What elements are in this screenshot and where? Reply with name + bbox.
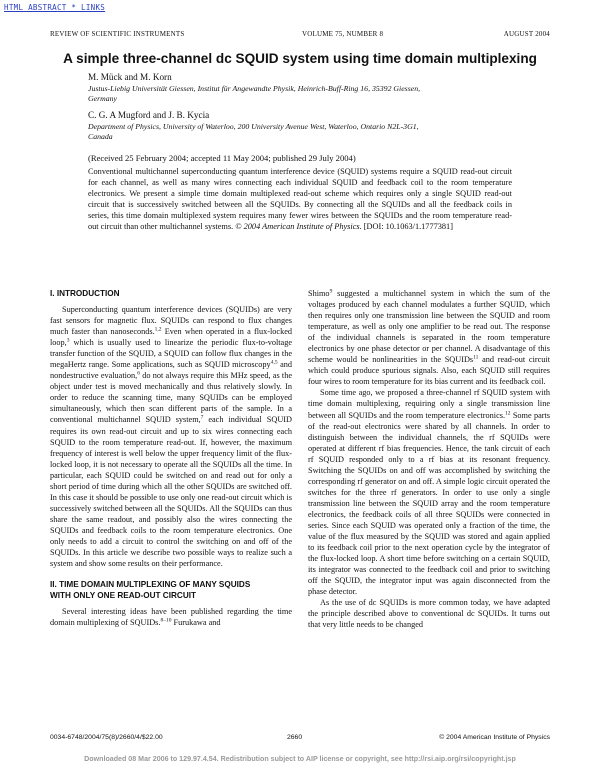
ref-8-10[interactable]: 8–10	[160, 617, 172, 624]
section-2-heading-line-1: II. TIME DOMAIN MULTIPLEXING OF MANY SQUIDS	[50, 580, 251, 590]
ref-11[interactable]: 11	[473, 354, 479, 361]
footer-copyright: © 2004 American Institute of Physics	[439, 734, 550, 741]
volume-number: VOLUME 75, NUMBER 8	[302, 30, 384, 38]
page-number: 2660	[287, 734, 303, 741]
ref-4-5[interactable]: 4,5	[270, 359, 278, 366]
paper-title: A simple three-channel dc SQUID system using time domain multiplexing	[63, 51, 537, 66]
abstract	[88, 166, 512, 233]
section-2-heading	[50, 579, 292, 601]
abstract-doi[interactable]: [DOI: 10.1063/1.1777381]	[363, 222, 453, 232]
right-paragraph-continued: Shimo$^9$ suggested a multichannel system in which the sum of the voltages produced by each channel modulates a further SQUID, which then requires only one transmission line between the SQUID and room temperature, as well as only one amplifier to be read out. The response of the individual channels is separated in the room temperature electronics by one phase detector or per channel. A disadvantage of this scheme would be nonlinearities in the SQUIDs$^{11}$ and read-out circuit which could produce spurious signals. Also, each SQUID still requires four wires to room temperature for its bias current and its feedback coil.	[308, 288, 550, 387]
affiliation-2	[88, 122, 528, 142]
affiliation-1-line-2: Germany	[88, 94, 118, 103]
ref-3[interactable]: 3	[66, 337, 70, 344]
abstract-copyright: © 2004 American Institute of Physics.	[235, 222, 362, 232]
issue-date: AUGUST 2004	[503, 30, 550, 38]
ref-7[interactable]: 7	[200, 414, 204, 421]
abstract-text: Conventional multichannel superconducting quantum interference device (SQUID) systems require a SQUID read-out circuit for each channel, as well as many wires connecting each individual SQUID and feedback coil to the room temperature electronics. We present a simple time domain multiplexed read-out scheme which requires only a single SQUID read-out circuit that is successively switched between all the SQUIDs. By connecting all the SQUIDs and all the feedback coils in series, this time domain multiplexed system requires many fewer wires between the SQUIDs and the room temperature read-out circuit than other multichannel systems.	[88, 167, 512, 232]
html-abstract-links-link[interactable]: HTML ABSTRACT * LINKS	[4, 3, 106, 12]
ref-9[interactable]: 9	[329, 288, 333, 295]
affiliation-1-line-1: Justus-Liebig Universität Giessen, Institut für Angewandte Physik, Heinrich-Buff-Ring 16, 35392 Giessen,	[88, 84, 421, 93]
left-column	[50, 288, 292, 628]
received-dates: (Received 25 February 2004; accepted 11 May 2004; published 29 July 2004)	[88, 153, 356, 163]
affiliation-1	[88, 84, 528, 104]
ref-12[interactable]: 12	[505, 409, 511, 416]
right-paragraph-dc-squid: As the use of dc SQUIDs is more common today, we have adapted the principle described above to conventional dc SQUIDs. It turns out that very little needs to be changed	[308, 598, 550, 630]
section-2-heading-line-2: WITH ONLY ONE READ-OUT CIRCUIT	[50, 591, 197, 601]
ref-1-2[interactable]: 1,2	[154, 326, 162, 333]
right-paragraph-rf-squid: Some time ago, we proposed a three-channel rf SQUID system with time domain multiplexing, requiring only a single transmission line between all SQUIDs and the room temperature electronics.$^{12}$ Some parts of the read-out electronics were shared by all channels. In order to distinguish between the individual channels, the rf SQUIDs were operated at different rf bias frequencies. Hence, the tank circuit of each rf SQUID responded only to a rf bias at its resonant frequency. Switching the SQUIDs on and off was accomplished by switching the corresponding rf generator on and off. A simple logic circuit operated the switches for the three rf generators. In order to use only a single transmission line between the SQUID array and the room temperature electronics, the feedback coils of all three SQUIDs were connected in series. Since each SQUID was operated only a fraction of the time, the value of the flux measured by the SQUID was stored and again applied to its feedback coil prior to the next operation cycle by the integrator of the flux-locked loop. A short time before switching on a certain SQUID, its integrator was connected to the feedback coil and prior to switching off the SQUID, the integrator input was again disconnected from the phase detector.	[308, 388, 550, 597]
intro-paragraph: Superconducting quantum interference devices (SQUIDs) are very fast sensors for magnetic flux. SQUIDs can respond to flux changes much faster than nanoseconds.$^{1,2}$ Even when operated in a flux-locked loop,$^3$ which is usually used to linearize the periodic flux-to-voltage transfer function of the SQUID, a SQUID can follow flux changes in the megaHertz range. Some applications, such as SQUID microscopy$^{4,5}$ and nondestructive evaluation,$^6$ do not always require this MHz speed, as the object under test is moved mechanically and thus relatively slowly. In order to reduce the scanning time, many SQUIDs can be employed simultaneously, which then scan different parts of the sample. In a conventional multichannel SQUID system,$^7$ each individual SQUID requires its own read-out circuit and up to six wires connecting each SQUID to the room temperature read-out. If, however, the maximum frequency of interest is well below the upper frequency limit of the flux-locked loop, it is not necessary to operate all the SQUIDs all the time. In particular, each SQUID could be switched on and read out for only a short period of time during which all the other SQUIDs are switched off. In this case it should be possible to use only one read-out circuit which is successively switched between all the SQUIDs. All the SQUIDs can thus share the same readout, and possibly also the wires connecting the SQUIDs and feedback coils to the room temperature electronics. One only needs to add a circuit to control the switching on and off of the SQUIDs. In this article we describe two possible ways to realize such a system and show some results on their performance.	[50, 305, 293, 569]
right-column	[308, 288, 550, 630]
affiliation-2-line-1: Department of Physics, University of Waterloo, 200 University Avenue West, Waterloo, Ontario N2L-3G1,	[88, 122, 419, 131]
authors-group-1: M. Mück and M. Korn	[88, 72, 172, 82]
affiliation-2-line-2: Canada	[88, 132, 113, 141]
download-notice: Downloaded 08 Mar 2006 to 129.97.4.54. Redistribution subject to AIP license or copyright, see http://rsi.aip.org/rsi/copyright.jsp	[84, 755, 516, 763]
section-2-paragraph: Several interesting ideas have been published regarding the time domain multiplexing of SQUIDs.$^{8-10}$ Furukawa and	[50, 607, 292, 628]
authors-group-2: C. G. A Mugford and J. B. Kycia	[88, 110, 210, 120]
journal-name: REVIEW OF SCIENTIFIC INSTRUMENTS	[50, 30, 185, 38]
ref-6[interactable]: 6	[137, 370, 140, 377]
footer-issn: 0034-6748/2004/75(8)/2660/4/$22.00	[50, 734, 163, 741]
section-1-heading: I. INTRODUCTION	[50, 289, 120, 298]
